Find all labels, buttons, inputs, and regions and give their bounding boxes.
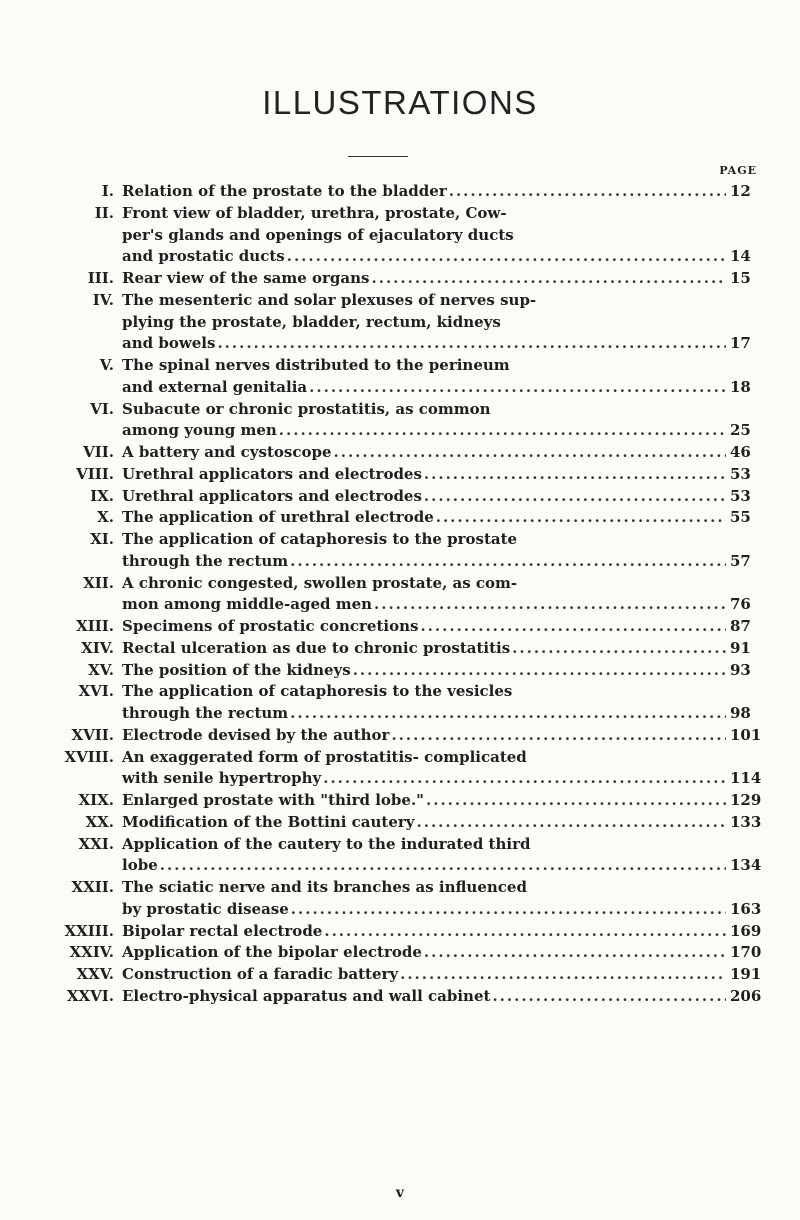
page-folio: v [395,1185,405,1201]
page-number: 101 [730,725,762,744]
page-number: 12 [730,182,751,200]
dot-leader [290,703,726,725]
figure-number: XI. [90,530,114,548]
figure-number: XVIII. [64,747,114,766]
page-number: 53 [730,486,751,505]
page-number: 18 [730,377,751,396]
caption-line: mon among middle-aged men [122,595,373,614]
figure-number: IV. [92,290,114,309]
page-column-heading: PAGE [719,164,757,177]
list-item [40,877,760,921]
dot-leader [374,594,726,616]
dot-leader [391,725,726,747]
page-number: 46 [730,443,751,461]
list-item [40,812,760,834]
list-item [40,834,760,878]
page-number: 170 [730,943,762,962]
page-number: 91 [730,638,751,657]
page-number: 134 [730,856,762,875]
caption-line: lobe [122,856,158,875]
list-item [40,464,760,486]
caption-line: per's glands and openings of ejaculatory ducts [122,225,514,244]
figure-number: XV. [88,660,114,679]
caption-line: The application of urethral electrode [122,508,434,527]
caption-line: The application of cataphoresis to the vesicles [122,682,513,701]
page-title: ILLUSTRATIONS [262,84,538,121]
dot-leader [424,942,726,964]
figure-number: XXIV. [69,943,114,962]
figure-number: VII. [83,443,114,461]
figure-number: XVI. [78,682,114,701]
list-item [40,268,760,290]
figure-number: XIX. [78,791,114,809]
figure-number: XII. [83,573,114,592]
caption-line: The sciatic nerve and its branches as influenced [122,878,527,896]
figure-number: I. [101,182,114,200]
page-number: 76 [730,595,751,614]
page-number: 169 [730,921,762,940]
caption-line: Application of the cautery to the indurated third [122,834,531,853]
caption-line: Modification of the Bottini cautery [122,812,415,831]
list-item [40,616,760,638]
list-item [40,529,760,573]
figure-number: XXI. [78,834,114,853]
dot-leader [309,377,726,399]
figure-number: XXII. [71,878,114,896]
list-item [40,638,760,660]
title-rule [348,156,408,157]
dot-leader [400,964,726,986]
dot-leader [323,768,726,790]
caption-line: Construction of a faradic battery [122,965,399,983]
list-item [40,790,760,812]
page-number: 17 [730,334,751,353]
page-number: 87 [730,617,751,635]
dot-leader [290,551,726,573]
figure-number: V. [99,356,114,374]
figure-number: XIV. [81,638,114,657]
figure-number: IX. [90,486,114,505]
list-item [40,921,760,943]
figure-number: III. [87,269,114,287]
caption-line: and prostatic ducts [122,247,285,266]
page-number: 15 [730,269,751,287]
list-item [40,399,760,443]
caption-line: A battery and cystoscope [122,443,332,461]
caption-line: plying the prostate, bladder, rectum, kidneys [122,312,501,331]
caption-line: Application of the bipolar electrode [122,943,422,962]
dot-leader [334,442,727,464]
caption-line: through the rectum [122,551,289,570]
list-item [40,725,760,747]
page-number: 114 [730,769,762,788]
caption-line: The mesenteric and solar plexuses of nerves sup- [122,290,537,309]
page-number: 57 [730,551,751,570]
caption-line: Rear view of the same organs [122,269,370,287]
caption-line: Rectal ulceration as due to chronic prostatitis [122,638,511,657]
caption-line: Urethral applicators and electrodes [122,464,422,483]
list-item [40,181,760,203]
caption-line: among young men [122,421,277,440]
caption-line: Specimens of prostatic concretions [122,617,419,635]
list-item [40,507,760,529]
caption-line: Enlarged prostate with "third lobe." [122,791,424,809]
caption-line: The position of the kidneys [122,660,351,679]
caption-line: A chronic congested, swollen prostate, as com- [122,573,518,592]
list-item [40,986,760,1008]
figure-number: XXVI. [66,986,114,1005]
figure-number: VIII. [76,464,114,483]
caption-line: The application of cataphoresis to the prostate [122,530,518,548]
list-item [40,355,760,399]
caption-line: Relation of the prostate to the bladder [122,182,447,200]
figure-number: XXIII. [64,921,114,940]
page-number: 206 [730,986,762,1005]
page-number: 14 [730,247,751,266]
caption-line: An exaggerated form of prostatitis- complicated [122,747,527,766]
caption-line: by prostatic disease [122,899,289,918]
figure-number: XVII. [71,725,114,744]
caption-line: Subacute or chronic prostatitis, as common [122,399,491,418]
caption-line: Electrode devised by the author [122,725,390,744]
caption-line: Front view of bladder, urethra, prostate, Cow- [122,203,507,222]
page-number: 93 [730,660,751,679]
list-item [40,573,760,617]
list-item [40,964,760,986]
list-item [40,290,760,355]
dot-leader [436,507,726,529]
page-number: 191 [730,965,762,983]
dot-leader [417,812,726,834]
dot-leader [279,420,726,442]
figure-number: VI. [90,399,114,418]
figure-number: X. [97,508,114,527]
caption-line: and external genitalia [122,377,308,396]
dot-leader [420,616,726,638]
illustrations-list [40,181,760,1008]
caption-line: Electro-physical apparatus and wall cabinet [122,986,491,1005]
page-number: 133 [730,812,762,831]
dot-leader [512,638,726,660]
page-number: 55 [730,508,751,527]
page-number: 53 [730,464,751,483]
dot-leader [324,921,726,943]
caption-line: through the rectum [122,704,289,722]
list-item [40,942,760,964]
list-item [40,486,760,508]
dot-leader [291,899,726,921]
page-number: 163 [730,899,762,918]
dot-leader [353,660,726,682]
dot-leader [424,464,726,486]
figure-number: II. [94,203,114,222]
page-number: 98 [730,704,751,722]
list-item [40,747,760,791]
page-number: 25 [730,421,751,440]
caption-line: Bipolar rectal electrode [122,921,323,940]
page-number: 129 [730,791,762,809]
list-item [40,660,760,682]
dot-leader [372,268,727,290]
dot-leader [449,181,726,203]
dot-leader [426,790,726,812]
figure-number: XIII. [76,617,114,635]
dot-leader [424,486,726,508]
figure-number: XX. [85,812,114,831]
dot-leader [217,333,726,355]
dot-leader [160,855,726,877]
dot-leader [287,246,726,268]
caption-line: with senile hypertrophy [122,769,322,788]
list-item [40,681,760,725]
figure-number: XXV. [76,965,114,983]
caption-line: and bowels [122,334,216,353]
caption-line: Urethral applicators and electrodes [122,486,422,505]
list-item [40,203,760,268]
caption-line: The spinal nerves distributed to the perineum [122,356,510,374]
list-item [40,442,760,464]
dot-leader [492,986,726,1008]
